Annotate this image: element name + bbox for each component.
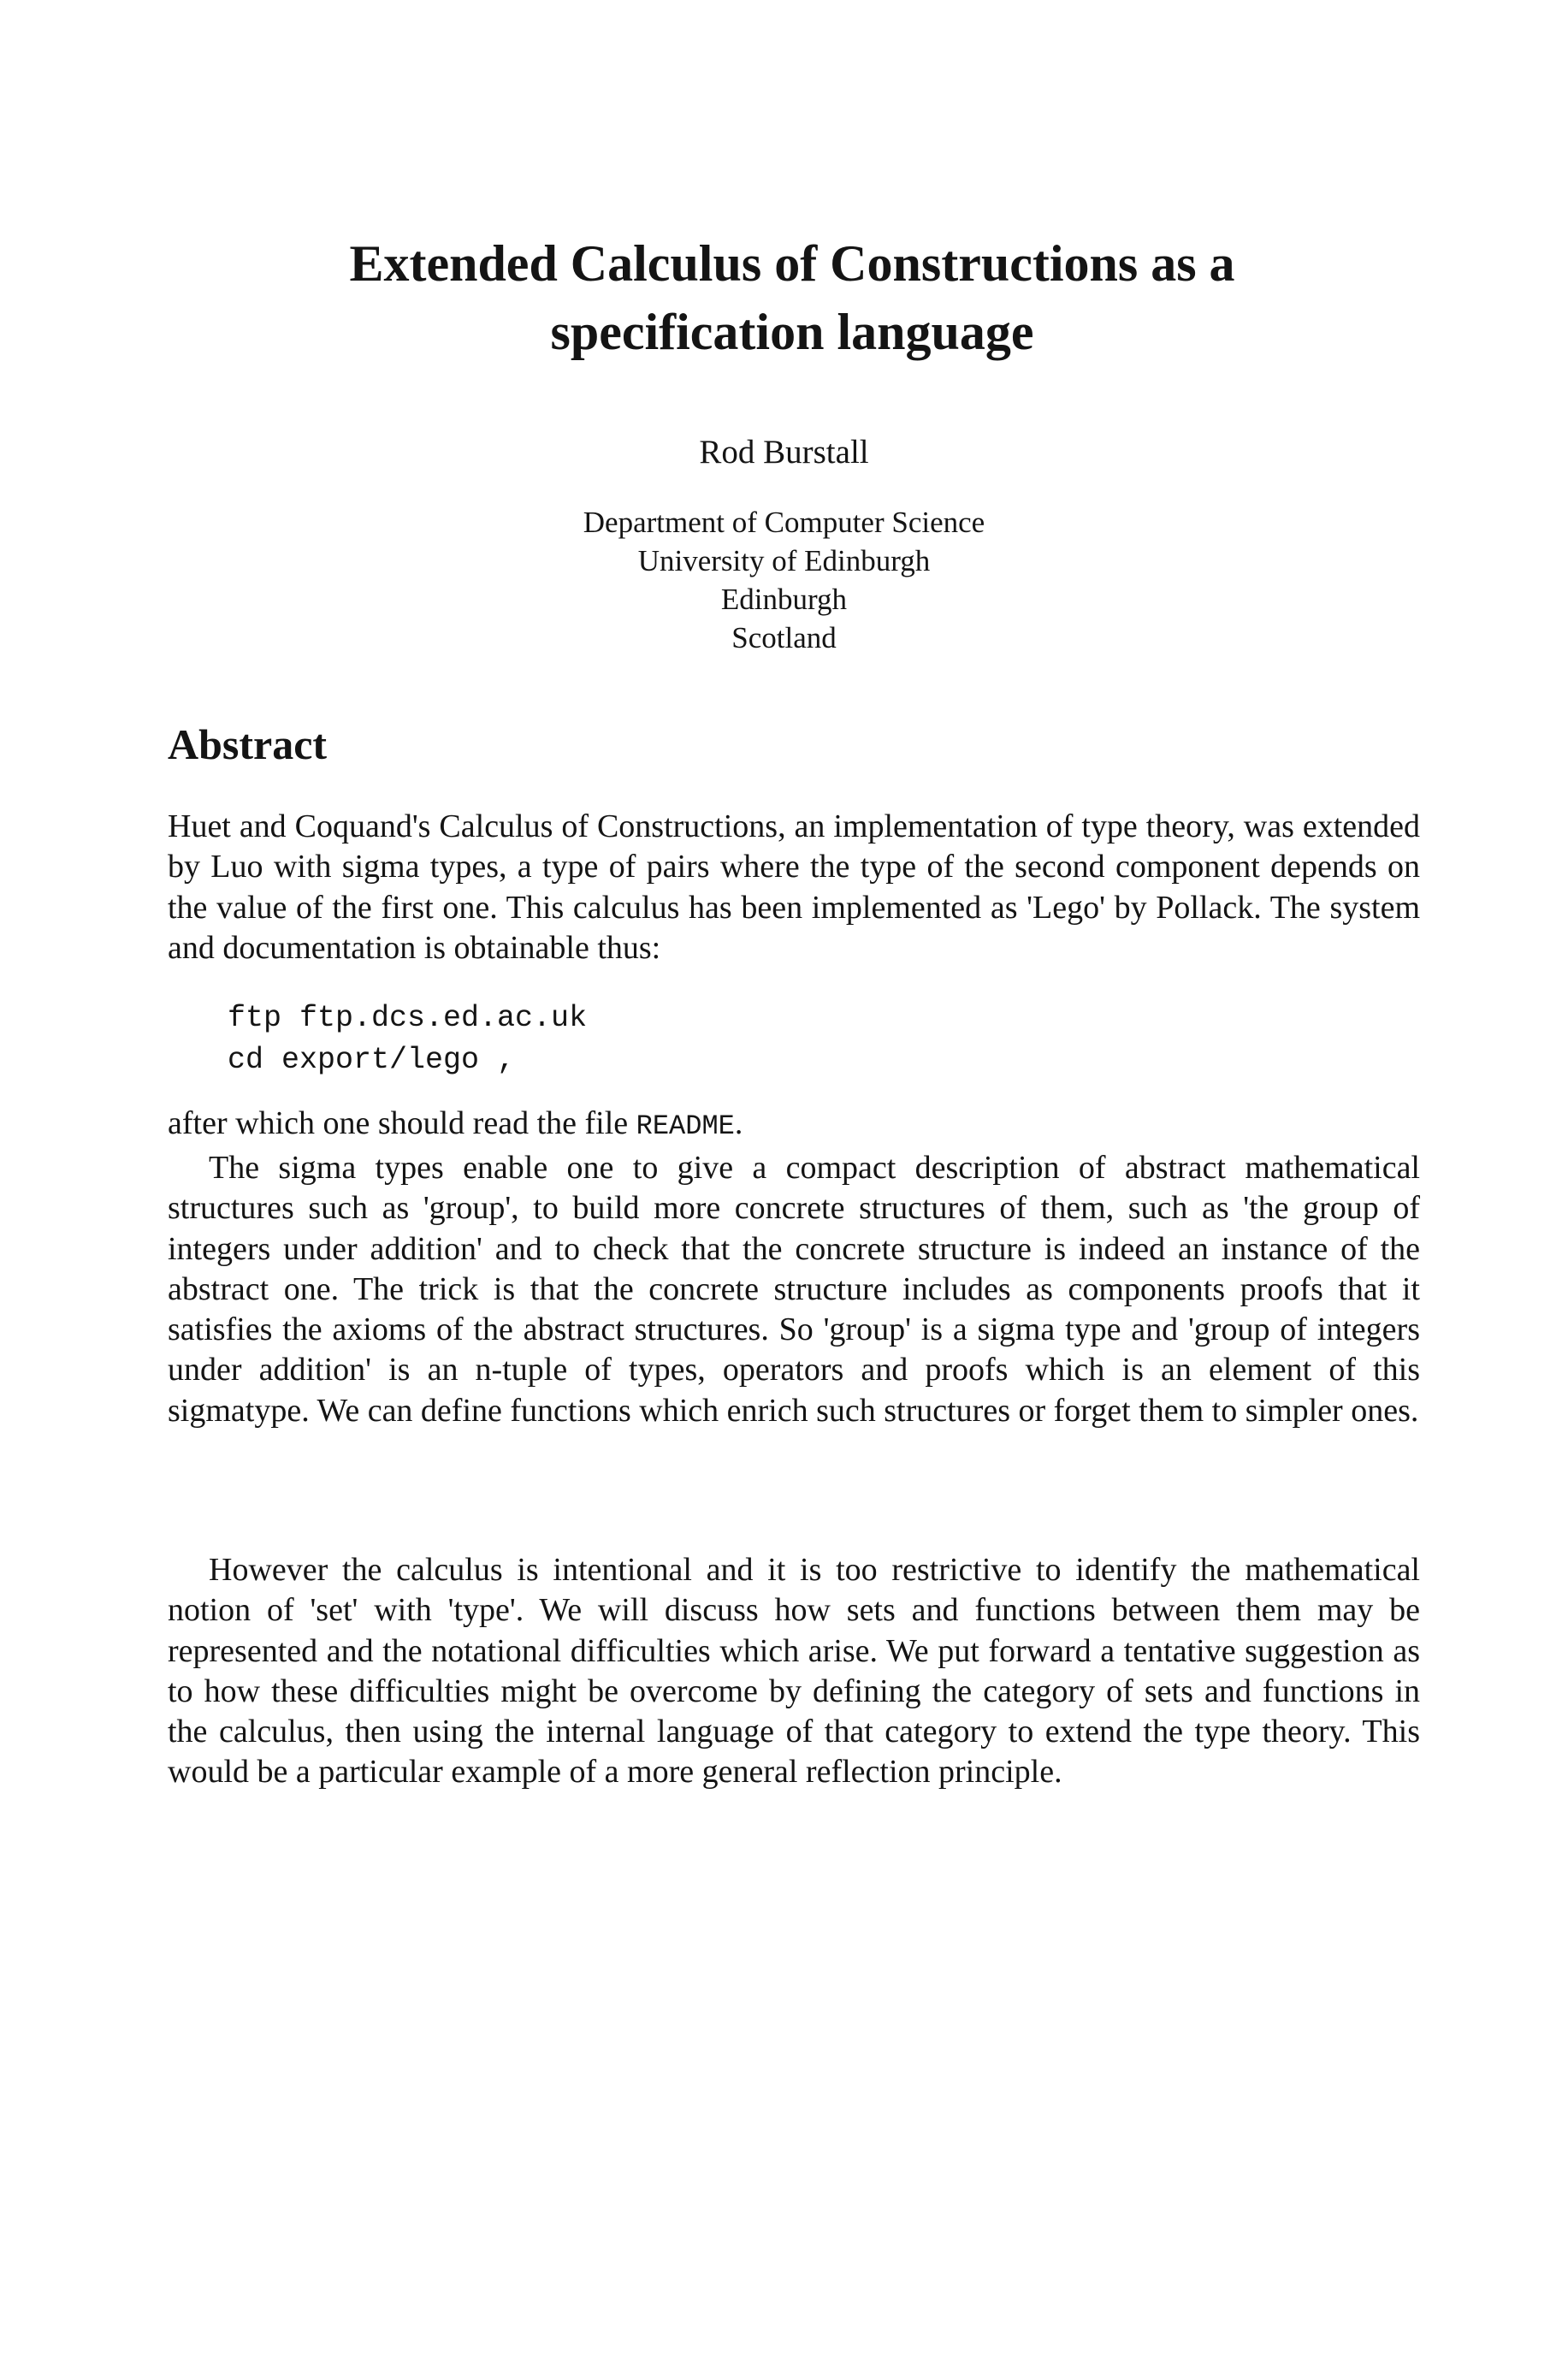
- title-line-1: Extended Calculus of Constructions as a: [349, 235, 1235, 292]
- code-line-ftp: ftp ftp.dcs.ed.ac.uk: [228, 1001, 588, 1035]
- after-code-period: .: [734, 1105, 743, 1141]
- after-code-text: [168, 1104, 1420, 1146]
- affiliation-university: University of Edinburgh: [637, 544, 931, 577]
- affiliation-department: Department of Computer Science: [583, 506, 985, 539]
- affiliation-country: Scotland: [731, 621, 837, 654]
- code-block: [228, 998, 587, 1081]
- readme-filename: README: [636, 1110, 735, 1142]
- affiliation-city: Edinburgh: [720, 583, 848, 616]
- author-affiliation: [0, 503, 1568, 657]
- after-code-sentence: after which one should read the file: [168, 1105, 636, 1141]
- abstract-paragraph-1: Huet and Coquand's Calculus of Constructions, an implementation of type theory, was extended by Luo with sigma types, a type of pairs where the type of the second component depends on the value of the first one. This calculus has been implemented as 'Lego' by Pollack. The system and documentation is obtainable thus:: [168, 808, 1420, 966]
- paper-title: [168, 229, 1417, 366]
- abstract-paragraph-3: However the calculus is intentional and it is too restrictive to identify the mathematical notion of 'set' with 'type'. We will discuss how sets and functions between them may be represented and the notational difficulties which arise. We put forward a tentative suggestion as to how these difficulties might be overcome by defining the category of sets and functions in the calculus, then using the internal language of that category to extend the type theory. This would be a particular example of a more general reflection principle.: [168, 1552, 1420, 1791]
- author-name: Rod Burstall: [699, 434, 869, 471]
- abstract-heading: Abstract: [168, 720, 328, 768]
- title-line-2: specification language: [550, 304, 1034, 360]
- code-line-cd: cd export/lego ,: [228, 1043, 516, 1077]
- abstract-paragraph-2: The sigma types enable one to give a compact description of abstract mathematical structures such as 'group', to build more concrete structures of them, such as 'the group of integers under addition' and to check that the concrete structure is indeed an instance of the abstract one. The trick is that the concrete structure includes as components proofs that it satisfies the axioms of the abstract structures. So 'group' is a sigma type and 'group of integers under addition' is an n-tuple of types, operators and proofs which is an element of this sigmatype. We can define functions which enrich such structures or forget them to simpler ones.: [168, 1150, 1420, 1429]
